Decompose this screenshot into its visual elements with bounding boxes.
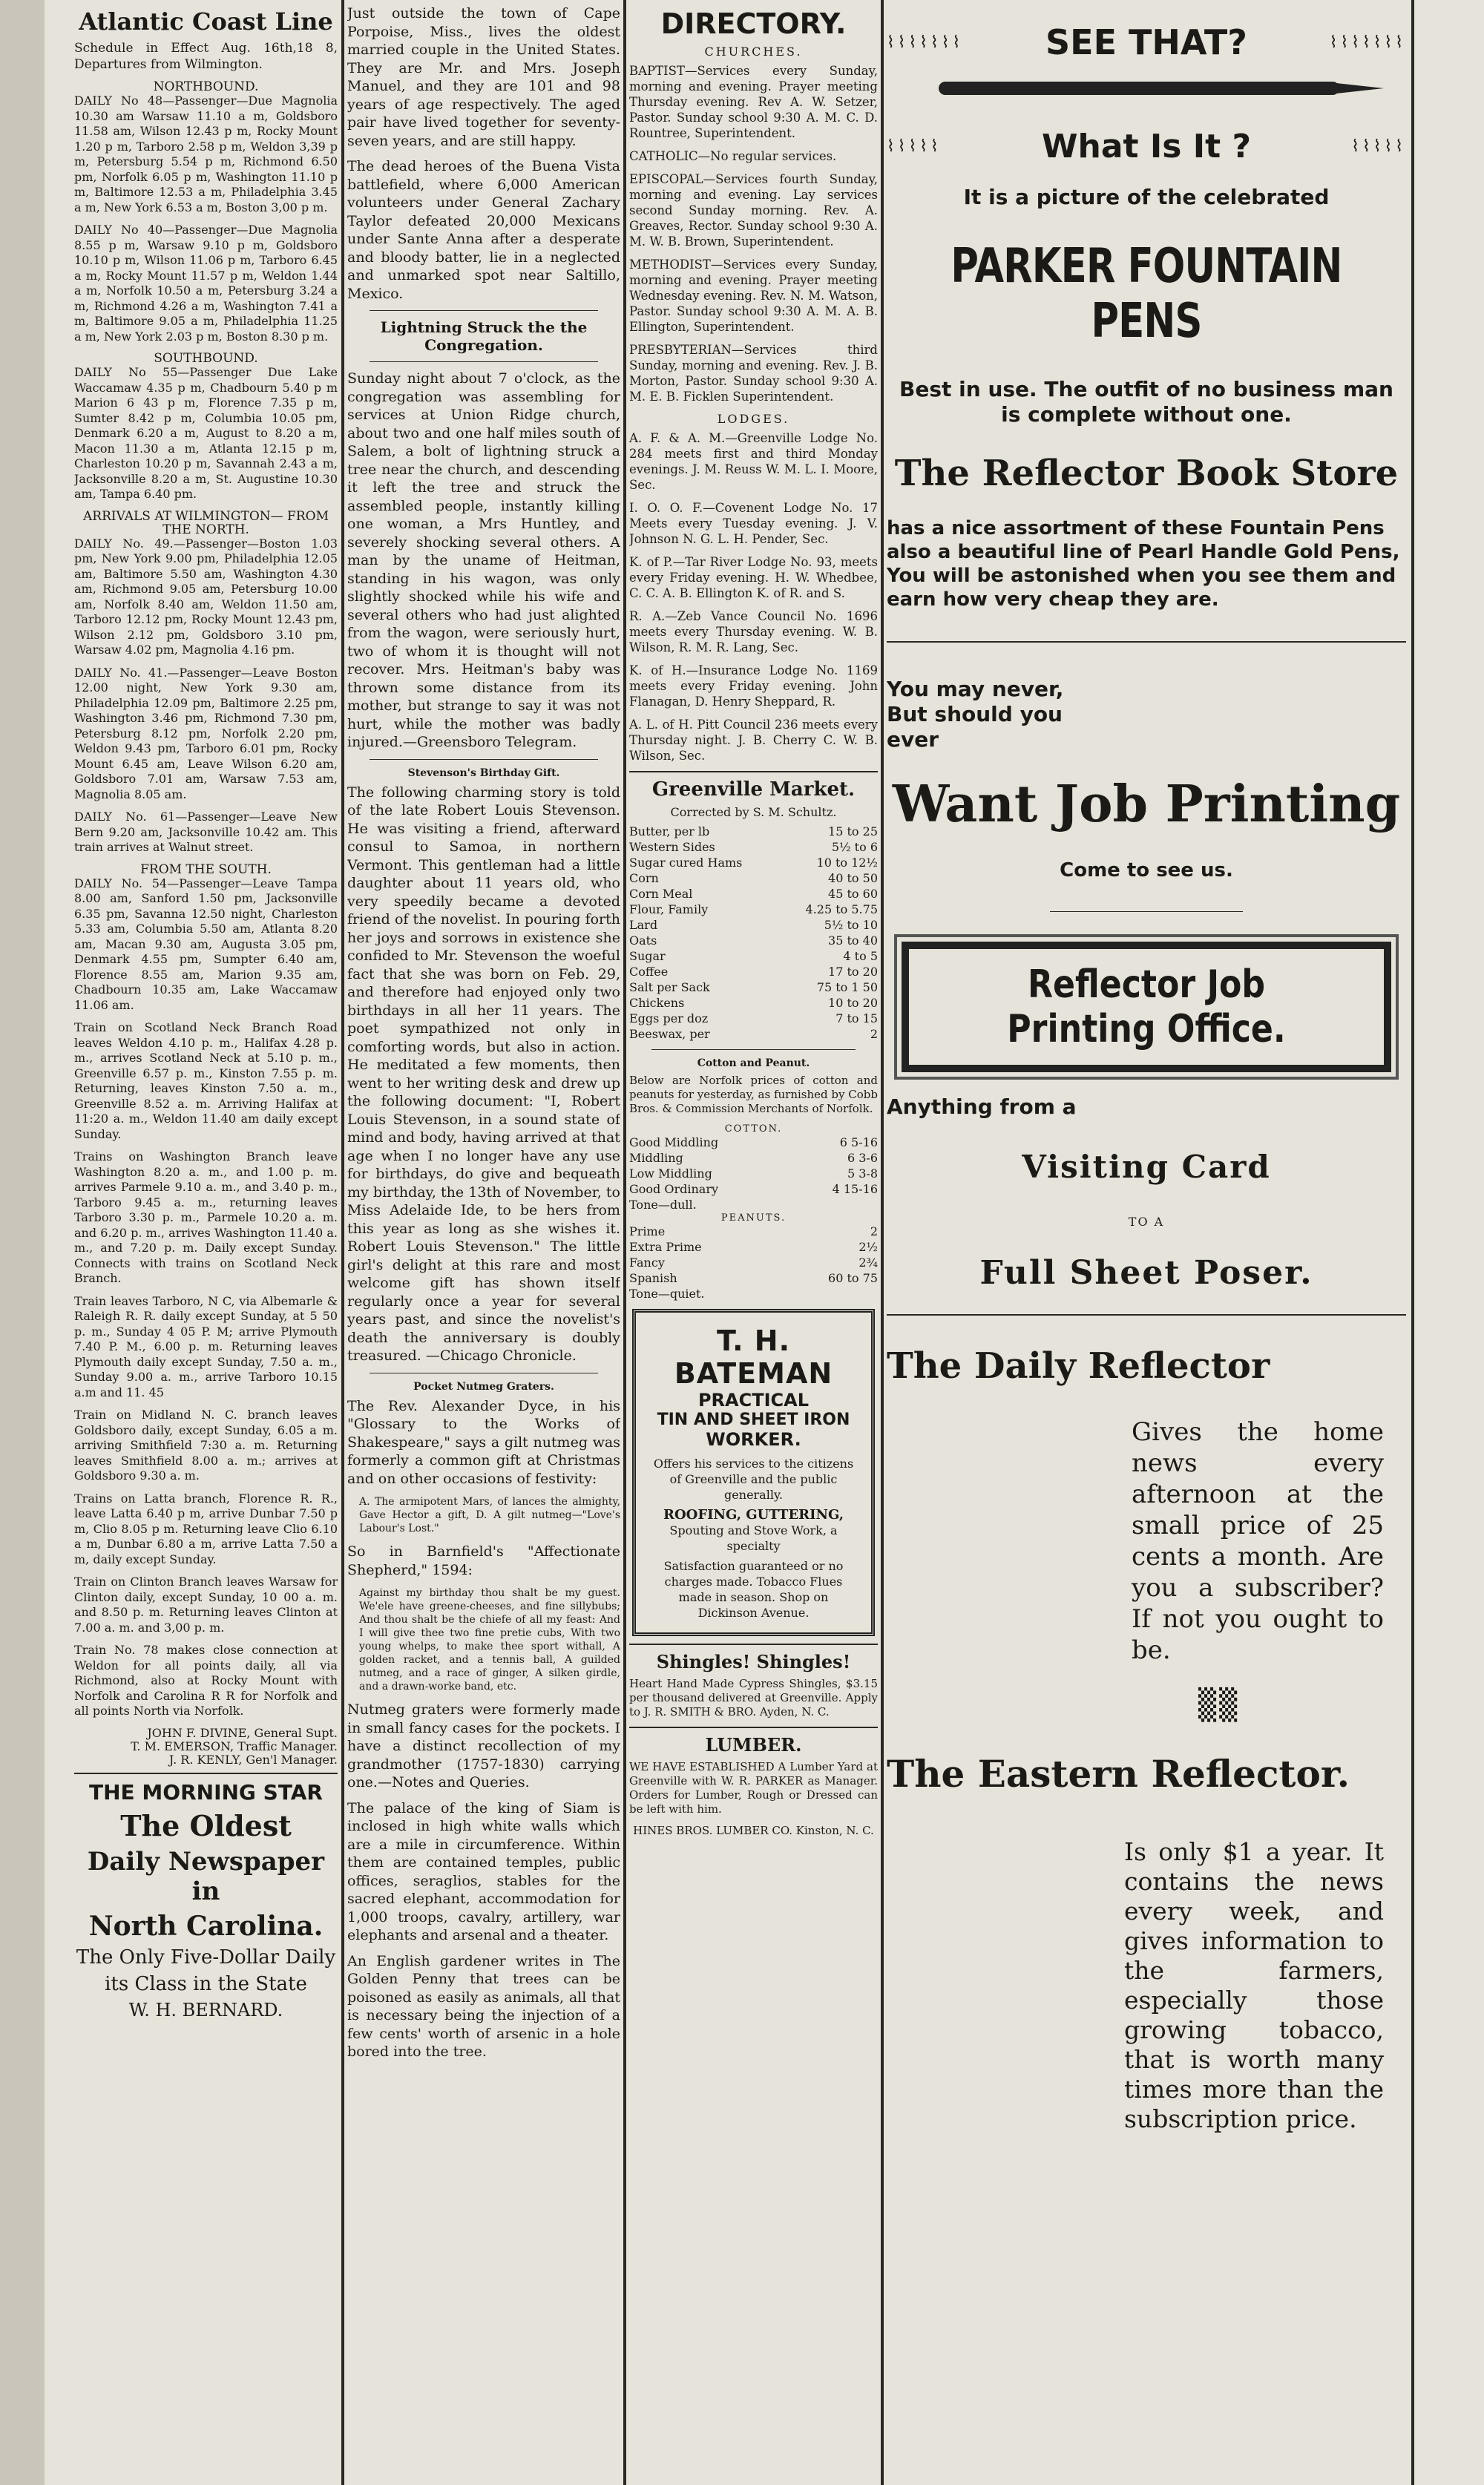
column-rule — [881, 0, 884, 2485]
picture-of-text: It is a picture of the celebrated — [963, 185, 1330, 209]
commodity-name: Coffee — [629, 965, 669, 979]
commodity-price: 6 5-16 — [839, 1135, 878, 1149]
northbound-heading: NORTHBOUND. — [153, 79, 259, 94]
commodity-price: 75 to 1 50 — [816, 980, 878, 994]
market-row — [629, 917, 878, 933]
commodity-name: Good Ordinary — [629, 1182, 719, 1196]
nutmeg-article-3: Nutmeg graters were formerly made in small fancy cases for the pockets. I have a distinct recollection of my grandmother (1757-1830) carrying one.—Notes and Queries. — [347, 1701, 620, 1790]
peanut-row — [629, 1224, 878, 1239]
bateman-name: T. H. BATEMAN — [674, 1324, 833, 1390]
column-news — [347, 0, 620, 2485]
from-south-heading: FROM THE SOUTH. — [140, 861, 272, 877]
commodity-name: Sugar cured Hams — [629, 856, 743, 870]
commodity-price: 15 to 25 — [828, 824, 878, 838]
commodity-name: Middling — [629, 1151, 683, 1165]
commodity-name: Salt per Sack — [629, 980, 710, 994]
commodity-name: Beeswax, per — [629, 1027, 710, 1041]
come-to-see-text: Come to see us. — [1060, 859, 1233, 882]
market-row — [629, 855, 878, 870]
book-store-heading: The Reflector Book Store — [894, 453, 1399, 494]
market-row — [629, 870, 878, 886]
cotton-row — [629, 1135, 878, 1150]
latta-branch: Trains on Latta branch, Florence R. R., leave Latta 6.40 p m, arrive Dunbar 7.50 p m, Clio 8.05 p m. Returning leave Clio 6.10 a m, Dunbar 6.80 a m, arrive Latta 7.50 a m, daily except Sunday. — [74, 1491, 338, 1566]
divider — [370, 759, 598, 760]
daily-48-schedule: DAILY No 48—Passenger—Due Magnolia 10.30 am Warsaw 11.10 a m, Goldsboro 11.58 am, Wilson 12.43 p m, Rocky Mount 1.20 p m, Tarboro 2.58 p m, Weldon 3,39 p m, Petersburg 5.54 p m, Richmond 6.50 pm, Norfolk 6.05 p m, Washington 11.10 p m, Baltimore 12.53 a m, Philadelphia 3.45 a m, New York 6.53 a m, Boston 3,00 p m. — [74, 93, 338, 214]
peanut-row — [629, 1239, 878, 1255]
divider — [74, 1773, 338, 1774]
commodity-price: 40 to 50 — [828, 871, 878, 885]
morning-star-nc: North Carolina. — [88, 1910, 324, 1942]
siam-palace-item: The palace of the king of Siam is inclosed in high white walls which are a mile in circumference. Within them are contained temples, public offices, seraglios, stables for the sacred elephant, accommodation for 1,000 troops, cavalry, artillery, war elephants and arsenal and a theater. — [347, 1799, 620, 1943]
market-row — [629, 1011, 878, 1026]
commodity-name: Butter, per lb — [629, 824, 710, 838]
market-row — [629, 839, 878, 855]
oldest-couple-item: Just outside the town of Cape Porpoise, Miss., lives the oldest married couple in the United States. They are Mr. and Mrs. Joseph Manuel, and they are 101 and 98 years of age respectively. The aged pair have lived together for seventy-seven years, and are still happy. — [347, 5, 620, 149]
ornament-icon: ⌇⌇⌇⌇⌇ — [887, 137, 942, 156]
cotton-title: Cotton and Peanut. — [697, 1057, 810, 1069]
morning-star-bernard: W. H. BERNARD. — [128, 1999, 283, 2021]
divider — [629, 1644, 878, 1645]
want-job-printing-heading: Want Job Printing — [892, 775, 1401, 834]
commodity-price: 60 to 75 — [828, 1271, 878, 1285]
commodity-name: Prime — [629, 1224, 666, 1238]
divider — [887, 641, 1406, 643]
commodity-name: Chickens — [629, 996, 685, 1010]
daily-reflector-text: Gives the home news every afternoon at the small price of 25 cents a month. Are you a subscriber? If not you ought to be. — [1132, 1417, 1384, 1665]
bateman-worker: WORKER. — [706, 1429, 801, 1450]
lumber-title: LUMBER. — [705, 1734, 802, 1756]
morning-star-daily: Daily Newspaper in — [87, 1846, 325, 1906]
daily-61-schedule: DAILY No. 61—Passenger—Leave New Bern 9.20 am, Jacksonville 10.42 am. This train arrives at Walnut street. — [74, 810, 338, 854]
commodity-price: 10 to 20 — [828, 996, 878, 1010]
page-edge-shadow — [0, 0, 45, 2485]
commodity-name: Corn — [629, 871, 659, 885]
cotton-row — [629, 1150, 878, 1166]
commodity-price: 2 — [870, 1224, 878, 1238]
daily-49-schedule: DAILY No. 49.—Passenger—Boston 1.03 pm, New York 9.00 pm, Philadelphia 12.05 am, Baltimore 5.50 am, Washington 4.30 am, Richmond 9.05 am, Petersburg 10.00 am, Norfolk 8.40 am, Weldon 11.50 am, Tarboro 12.12 pm, Rocky Mount 12.43 pm, Wilson 2.12 pm, Goldsboro 3.10 pm, Warsaw 4.02 pm, Magnolia 4.16 pm. — [74, 536, 338, 657]
lodge-kh: K. of H.—Insurance Lodge No. 1169 meets every Friday evening. John Flanagan, D. Henry Sheppard, R. — [629, 663, 878, 709]
peanuts-heading: PEANUTS. — [720, 1212, 787, 1224]
directory-title: DIRECTORY. — [660, 7, 847, 40]
market-price-list — [629, 824, 878, 1042]
lodge-af-am: A. F. & A. M.—Greenville Lodge No. 284 meets first and third Monday evenings. J. M. Reuss W. M. L. I. Moore, Sec. — [629, 431, 878, 492]
column-rule — [623, 0, 626, 2485]
commodity-price: 2 — [870, 1027, 878, 1041]
peanut-price-list — [629, 1224, 878, 1301]
lodges-heading: LODGES. — [717, 412, 790, 426]
presbyterian-entry: PRESBYTERIAN—Services third Sunday, morning and evening. Rev. J. B. Morton, Pastor. Sunday school 9:30 A. M. E. B. Ficklen Superintendent. — [629, 343, 878, 404]
atlantic-coast-line-title: Atlantic Coast Line — [79, 7, 333, 36]
morning-star-only: The Only Five-Dollar Daily — [76, 1946, 336, 1969]
market-row — [629, 979, 878, 995]
cotton-price-list — [629, 1135, 878, 1212]
bateman-roofing: ROOFING, GUTTERING, — [663, 1507, 844, 1523]
commodity-name: Western Sides — [629, 840, 715, 854]
lodge-iof: I. O. O. F.—Covenent Lodge No. 17 Meets every Tuesday evening. J. V. Johnson N. G. L. H. Pender, Sec. — [629, 501, 878, 546]
market-row — [629, 824, 878, 839]
visiting-card-heading: Visiting Card — [1022, 1149, 1271, 1185]
fountain-pen-assortment: has a nice assortment of these Fountain Pens also a beautiful line of Pearl Handle Gold Pens, You will be astonished when you see them and earn how very cheap they are. — [887, 517, 1400, 611]
column-rule — [1411, 0, 1414, 2485]
commodity-name: Tone—dull. — [629, 1198, 697, 1212]
shingles-title: Shingles! Shingles! — [656, 1651, 851, 1672]
baptist-entry: BAPTIST—Services every Sunday, morning and evening. Prayer meeting Thursday evening. Rev A. W. Setzer, Pastor. Sunday school 9:30 A. M. C. D. Rountree, Superintendent. — [629, 64, 878, 140]
commodity-name: Good Middling — [629, 1135, 719, 1149]
arrivals-heading: ARRIVALS AT WILMINGTON— FROM THE NORTH. — [83, 508, 329, 537]
methodist-entry: METHODIST—Services every Sunday, morning and evening. Prayer meeting Wednesday evening. Rev. N. M. Watson, Pastor. Sunday school 9:30 A. M. A. B. Ellington, Superintendent. — [629, 257, 878, 334]
may-never-text: You may never, But should you ever — [887, 677, 1064, 752]
scotland-neck-branch: Train on Scotland Neck Branch Road leaves Weldon 4.10 p. m., Halifax 4.28 p. m., arrives Scotland Neck at 5.10 p. m., Greenville 6.57 p. m., Kinston 7.55 p. m. Returning, leaves Kinston 7.50 a. m., Greenville 8.52 a. m. Arriving Halifax at 11:20 a. m., Weldon 11.40 am daily except Sunday. — [74, 1020, 338, 1141]
nutmeg-article: The Rev. Alexander Dyce, in his "Glossary to the Works of Shakespeare," says a gilt nutmeg was formerly a common gift at Christmas and on other occasions of festivity: — [347, 1397, 620, 1487]
market-row — [629, 995, 878, 1011]
job-printing-office-heading: Reflector Job Printing Office. — [1007, 962, 1286, 1051]
shingles-text: Heart Hand Made Cypress Shingles, $3.15 per thousand delivered at Greenville. Apply to J. R. SMITH & BRO. Ayden, N. C. — [629, 1677, 878, 1719]
commodity-name: Tone—quiet. — [629, 1287, 705, 1301]
column-directory — [629, 0, 878, 2485]
eastern-reflector-heading: The Eastern Reflector. — [887, 1752, 1350, 1796]
morning-star-class: its Class in the State — [105, 1972, 307, 1995]
catholic-entry: CATHOLIC—No regular services. — [629, 149, 837, 163]
parker-pens-heading: PARKER FOUNTAIN PENS — [951, 239, 1342, 349]
see-that-heading: SEE THAT? — [1045, 22, 1247, 62]
divider — [629, 771, 878, 772]
morning-star-oldest: The Oldest — [120, 1808, 292, 1842]
bateman-trade: TIN AND SHEET IRON — [657, 1411, 850, 1429]
commodity-name: Low Middling — [629, 1166, 712, 1181]
bateman-advertisement — [632, 1309, 875, 1636]
bateman-offers: Offers his services to the citizens of Greenville and the public generally. — [653, 1457, 854, 1502]
nutmeg-quote-2: Against my birthday thou shalt be my guest. We'ele have greene-cheeses, and fine sillybubs; And thou shalt be the chiefe of all my feast: And I will give thee two fine pretie cubs, With two young whelps, to make thee sport withall, A golden racket, and a tennis ball, A guilded nutmeg, and a race of ginger, A silken girdle, and a drawn-worke band, etc. — [359, 1587, 620, 1693]
episcopal-entry: EPISCOPAL—Services fourth Sunday, morning and evening. Lay services second Sunday morning. Rev. A. Greaves, Rector. Sunday school 9:30 A. M. W. B. Brown, Superintendent. — [629, 172, 878, 249]
nutmeg-headline: Pocket Nutmeg Graters. — [413, 1380, 554, 1393]
commodity-name: Eggs per doz — [629, 1011, 709, 1025]
market-corrected-by: Corrected by S. M. Schultz. — [670, 805, 837, 819]
divider — [887, 1314, 1406, 1316]
lodge-ra: R. A.—Zeb Vance Council No. 1696 meets every Thursday evening. W. B. Wilson, R. M. R. Lang, Sec. — [629, 609, 878, 654]
bateman-satisfaction: Satisfaction guaranteed or no charges made. Tobacco Flues made in season. Shop on Dickinson Avenue. — [663, 1559, 844, 1620]
washington-branch: Trains on Washington Branch leave Washington 8.20 a. m., and 1.00 p. m. arrives Parmele 9.10 a. m., and 3.40 p. m., Tarboro 9.45 a. m., returning leaves Tarboro 3.30 p. m., Parmele 10.20 a. m. and 6.20 p. m., arrives Washington 11.40 a. m., and 7.20 p. m. Daily except Sunday. Connects with trains on Scotland Neck Branch. — [74, 1149, 338, 1285]
to-a-text: TO A — [1128, 1215, 1165, 1229]
daily-54-schedule: DAILY No. 54—Passenger—Leave Tampa 8.00 am, Sanford 1.50 pm, Jacksonville 6.35 pm, Savanna 12.50 night, Charleston 5.33 am, Columbia 5.50 am, Atlanta 8.20 am, Macan 9.30 am, Augusta 3.05 pm, Denmark 4.55 pm, Sumpter 6.40 am, Florence 8.55 am, Marion 9.35 am, Chadbourn 10.35 am, Lake Waccamaw 11.06 am. — [74, 876, 338, 1012]
commodity-price: 5 3-8 — [847, 1166, 878, 1181]
churches-heading: CHURCHES. — [704, 45, 803, 59]
stevenson-article: The following charming story is told of the late Robert Louis Stevenson. He was visiting a friend, afterward consul to Samoa, in northern Vermont. This gentleman had a little daughter about 11 years old, who very speedily became a devoted friend of the novelist. In pouring forth her joys and sorrows in existence she confided to Mr. Stevenson the woeful fact that she was born on Feb. 29, and therefore had enjoyed only two birthdays in all her 11 years. The poet sympathized not only in comforting words, but also in action. He meditated a few moments, then went to her writing desk and drew up the following document: "I, Robert Louis Stevenson, in a sound state of mind and body, having arrived at that age when I no longer have any use for birthdays, do give and bequeath my birthday, the 13th of November, to Miss Adelaide Ide, to be hers from this year as long as she wishes it. Robert Louis Stevenson." The little girl's delight at this rare and most welcome gift has shown itself regularly once a year for several years past, and since the novelist's death the anniversary is doubly treasured. —Chicago Chronicle. — [347, 784, 620, 1364]
commodity-name: Sugar — [629, 949, 666, 963]
commodity-price: 45 to 60 — [828, 887, 878, 901]
cotton-intro: Below are Norfolk prices of cotton and peanuts for yesterday, as furnished by Cobb Bros. & Commission Merchants of Norfolk. — [629, 1074, 878, 1115]
commodity-name: Fancy — [629, 1255, 665, 1270]
peanut-row — [629, 1286, 878, 1301]
signature-divine: JOHN F. DIVINE, General Supt. — [147, 1725, 338, 1740]
cotton-row — [629, 1181, 878, 1197]
ornament-icon: ▒▒ — [1198, 1688, 1241, 1722]
arsenic-trees-item: An English gardener writes in The Golden Penny that trees can be poisoned as easily as animals, all that is necessary being the injection of a few cents' worth of arsenic in a hole bored into the tree. — [347, 1952, 620, 2060]
morning-star-title: THE MORNING STAR — [89, 1779, 323, 1805]
commodity-name: Corn Meal — [629, 887, 693, 901]
market-row — [629, 886, 878, 902]
commodity-price: 4.25 to 5.75 — [805, 902, 878, 916]
lodge-al: A. L. of H. Pitt Council 236 meets every Thursday night. J. B. Cherry C. W. B. Wilson, Sec. — [629, 718, 878, 763]
stevenson-headline: Stevenson's Birthday Gift. — [407, 766, 560, 779]
southbound-heading: SOUTHBOUND. — [154, 351, 258, 366]
peanut-row — [629, 1255, 878, 1270]
column-rule — [341, 0, 344, 2485]
commodity-name: Flour, Family — [629, 902, 709, 916]
eastern-reflector-text: Is only $1 a year. It contains the news every week, and gives information to the farmers, especially those growing tobacco, that is worth many times more than the subscription price. — [1124, 1837, 1384, 2133]
commodity-price: 4 to 5 — [843, 949, 878, 963]
cotton-row — [629, 1197, 878, 1212]
see-that-row — [887, 22, 1406, 62]
anything-from-text: Anything from a — [887, 1094, 1077, 1119]
cotton-row — [629, 1166, 878, 1181]
full-sheet-poser-heading: Full Sheet Poser. — [979, 1254, 1313, 1292]
ornament-icon: ⌇⌇⌇⌇⌇⌇⌇ — [1329, 33, 1406, 52]
commodity-price: 17 to 20 — [828, 965, 878, 979]
commodity-price: 4 15-16 — [832, 1182, 878, 1196]
what-is-it-row — [887, 128, 1406, 165]
tarboro-train: Train leaves Tarboro, N C, via Albemarle & Raleigh R. R. daily except Sunday, at 5 50 p. m., Sunday 4 05 P. M; arrive Plymouth 7.40 P. M., 6.00 p. m. Returning leaves Plymouth daily except Sunday, 7.50 a. m., Sunday 9.00 a. m., arrive Tarboro 10.15 a.m and 11. 45 — [74, 1293, 338, 1399]
divider — [370, 310, 598, 311]
schedule-note: Schedule in Effect Aug. 16th,18 8, Departures from Wilmington. — [74, 41, 338, 72]
daily-41-schedule: DAILY No. 41.—Passenger—Leave Boston 12.00 night, New York 9.30 am, Philadelphia 12.09 pm, Baltimore 2.25 pm, Washington 3.46 pm, Richmond 7.30 pm, Petersburg 8.12 pm, Norfolk 2.20 pm, Weldon 9.43 pm, Tarboro 6.01 pm, Rocky Mount 6.45 am, Leave Wilson 6.20 am, Goldsboro 7.01 am, Warsaw 7.53 am, Magnolia 8.05 am. — [74, 665, 338, 801]
clinton-branch: Train on Clinton Branch leaves Warsaw for Clinton daily, except Sunday, 10 00 a. m. and 8.50 p. m. Returning leaves Clinton at 7.00 a. m. and 3,00 p. m. — [74, 1575, 338, 1635]
daily-40-schedule: DAILY No 40—Passenger—Due Magnolia 8.55 p m, Warsaw 9.10 p m, Goldsboro 10.10 p m, Wilson 11.06 p m, Tarboro 6.45 a m, Rocky Mount 11.57 p m, Weldon 1.44 a m, Norfolk 10.50 a m, Petersburg 3.24 a m, Richmond 4.26 a m, Washington 7.41 a m, Baltimore 9.05 a m, Philadelphia 11.25 a m, New York 2.03 p m, Boston 8.30 p m. — [74, 223, 338, 344]
commodity-name: Spanish — [629, 1271, 677, 1285]
commodity-price: 5½ to 10 — [824, 918, 878, 932]
commodity-price: 35 to 40 — [828, 933, 878, 948]
lumber-text: WE HAVE ESTABLISHED A Lumber Yard at Greenville with W. R. PARKER as Manager. Orders for Lumber, Rough or Dressed can be left with him. — [629, 1760, 878, 1816]
commodity-name: Oats — [629, 933, 657, 948]
lightning-article: Sunday night about 7 o'clock, as the congregation was assembling for services at Union Ridge church, about two and one half miles south of Salem, a bolt of lightning struck a tree near the church, and descending it left the tree and struck the assembled people, instantly killing one woman, a Mrs Huntley, and severely shocking several others. A man by the uname of Heitman, standing in his wagon, was only slightly shocked while his wife and several others who had just alighted from the wagon, were seriously hurt, two of whom it is thought will not recover. Mrs. Heitman's baby was thrown some distance from its mother, but strange to say it was not hurt, while the mother was badly injured.—Greensboro Telegram. — [347, 370, 620, 750]
market-row — [629, 948, 878, 964]
commodity-price: 6 3-6 — [847, 1151, 878, 1165]
fountain-pen-icon — [909, 77, 1384, 101]
market-title: Greenville Market. — [651, 778, 856, 801]
job-printing-office-box — [902, 942, 1391, 1072]
commodity-name: Lard — [629, 918, 658, 932]
buena-vista-item: The dead heroes of the Buena Vista battlefield, where 6,000 American volunteers under General Zachary Taylor defeated 20,000 Mexicans under Sante Anna after a desperate and bloody batter, lie in a neglected and unmarked spot near Saltillo, Mexico. — [347, 158, 620, 302]
lightning-headline: Lightning Struck the the Congregation. — [380, 318, 588, 354]
divider — [370, 361, 598, 362]
signature-kenly: J. R. KENLY, Gen'l Manager. — [168, 1752, 338, 1767]
bateman-practical: PRACTICAL — [697, 1390, 810, 1411]
midland-branch: Train on Midland N. C. branch leaves Goldsboro daily, except Sunday, 6.05 a m. arriving Smithfield 7:30 a. m. Returning leaves Smithfield 8.00 a. m.; arrives at Goldsboro 9.30 a. m. — [74, 1408, 338, 1483]
ornament-icon: ⌇⌇⌇⌇⌇ — [1351, 137, 1406, 156]
ornament-icon: ⌇⌇⌇⌇⌇⌇⌇ — [887, 33, 964, 52]
commodity-price: 10 to 12½ — [816, 856, 878, 870]
market-row — [629, 902, 878, 917]
train-78: Train No. 78 makes close connection at Weldon for all points daily, all via Richmond, also at Rocky Mount with Norfolk and Carolina R R for Norfolk and all points North via Norfolk. — [74, 1643, 338, 1718]
divider — [1050, 911, 1243, 912]
bateman-spouting: Spouting and Stove Work, a specialty — [669, 1523, 838, 1553]
lumber-signature: HINES BROS. LUMBER CO. Kinston, N. C. — [633, 1824, 874, 1837]
market-row — [629, 1026, 878, 1042]
signature-emerson: T. M. EMERSON, Traffic Manager. — [131, 1739, 338, 1753]
daily-55-schedule: DAILY No 55—Passenger Due Lake Waccamaw 4.35 p m, Chadbourn 5.40 p m Marion 6 43 p m, Florence 7.35 p m, Sumter 8.42 p m, Columbia 10.05 pm, Denmark 6.20 a m, August to 8.20 a m, Macon 11.30 a m, Atlanta 12.15 p m, Charleston 10.20 p m, Savannah 2.43 a m, Jacksonville 8.20 a m, St. Augustine 10.30 am, Tampa 6.40 pm. — [74, 365, 338, 501]
what-is-it-heading: What Is It ? — [1041, 128, 1252, 165]
morning-star-ad — [74, 1780, 338, 2021]
divider — [651, 1049, 856, 1050]
lodge-kp: K. of P.—Tar River Lodge No. 93, meets every Friday evening. H. W. Whedbee, C. C. A. B. Ellington K. of R. and S. — [629, 555, 878, 600]
best-in-use-text: Best in use. The outfit of no business man is complete without one. — [899, 377, 1393, 427]
commodity-price: 2½ — [858, 1240, 878, 1254]
column-advertisements — [887, 0, 1406, 2485]
commodity-price: 2¾ — [858, 1255, 878, 1270]
column-railroad-schedule — [74, 0, 338, 2485]
nutmeg-article-2: So in Barnfield's "Affectionate Shepherd," 1594: — [347, 1543, 620, 1578]
peanut-row — [629, 1270, 878, 1286]
divider — [629, 1727, 878, 1728]
cotton-heading: COTTON. — [724, 1123, 783, 1135]
nutmeg-quote-1: A. The armipotent Mars, of lances the almighty, Gave Hector a gift, D. A gilt nutmeg—"Love's Labour's Lost." — [359, 1496, 620, 1534]
market-row — [629, 964, 878, 979]
commodity-name: Extra Prime — [629, 1240, 702, 1254]
daily-reflector-heading: The Daily Reflector — [887, 1345, 1270, 1387]
market-row — [629, 933, 878, 948]
commodity-price: 7 to 15 — [835, 1011, 878, 1025]
commodity-price: 5½ to 6 — [831, 840, 878, 854]
